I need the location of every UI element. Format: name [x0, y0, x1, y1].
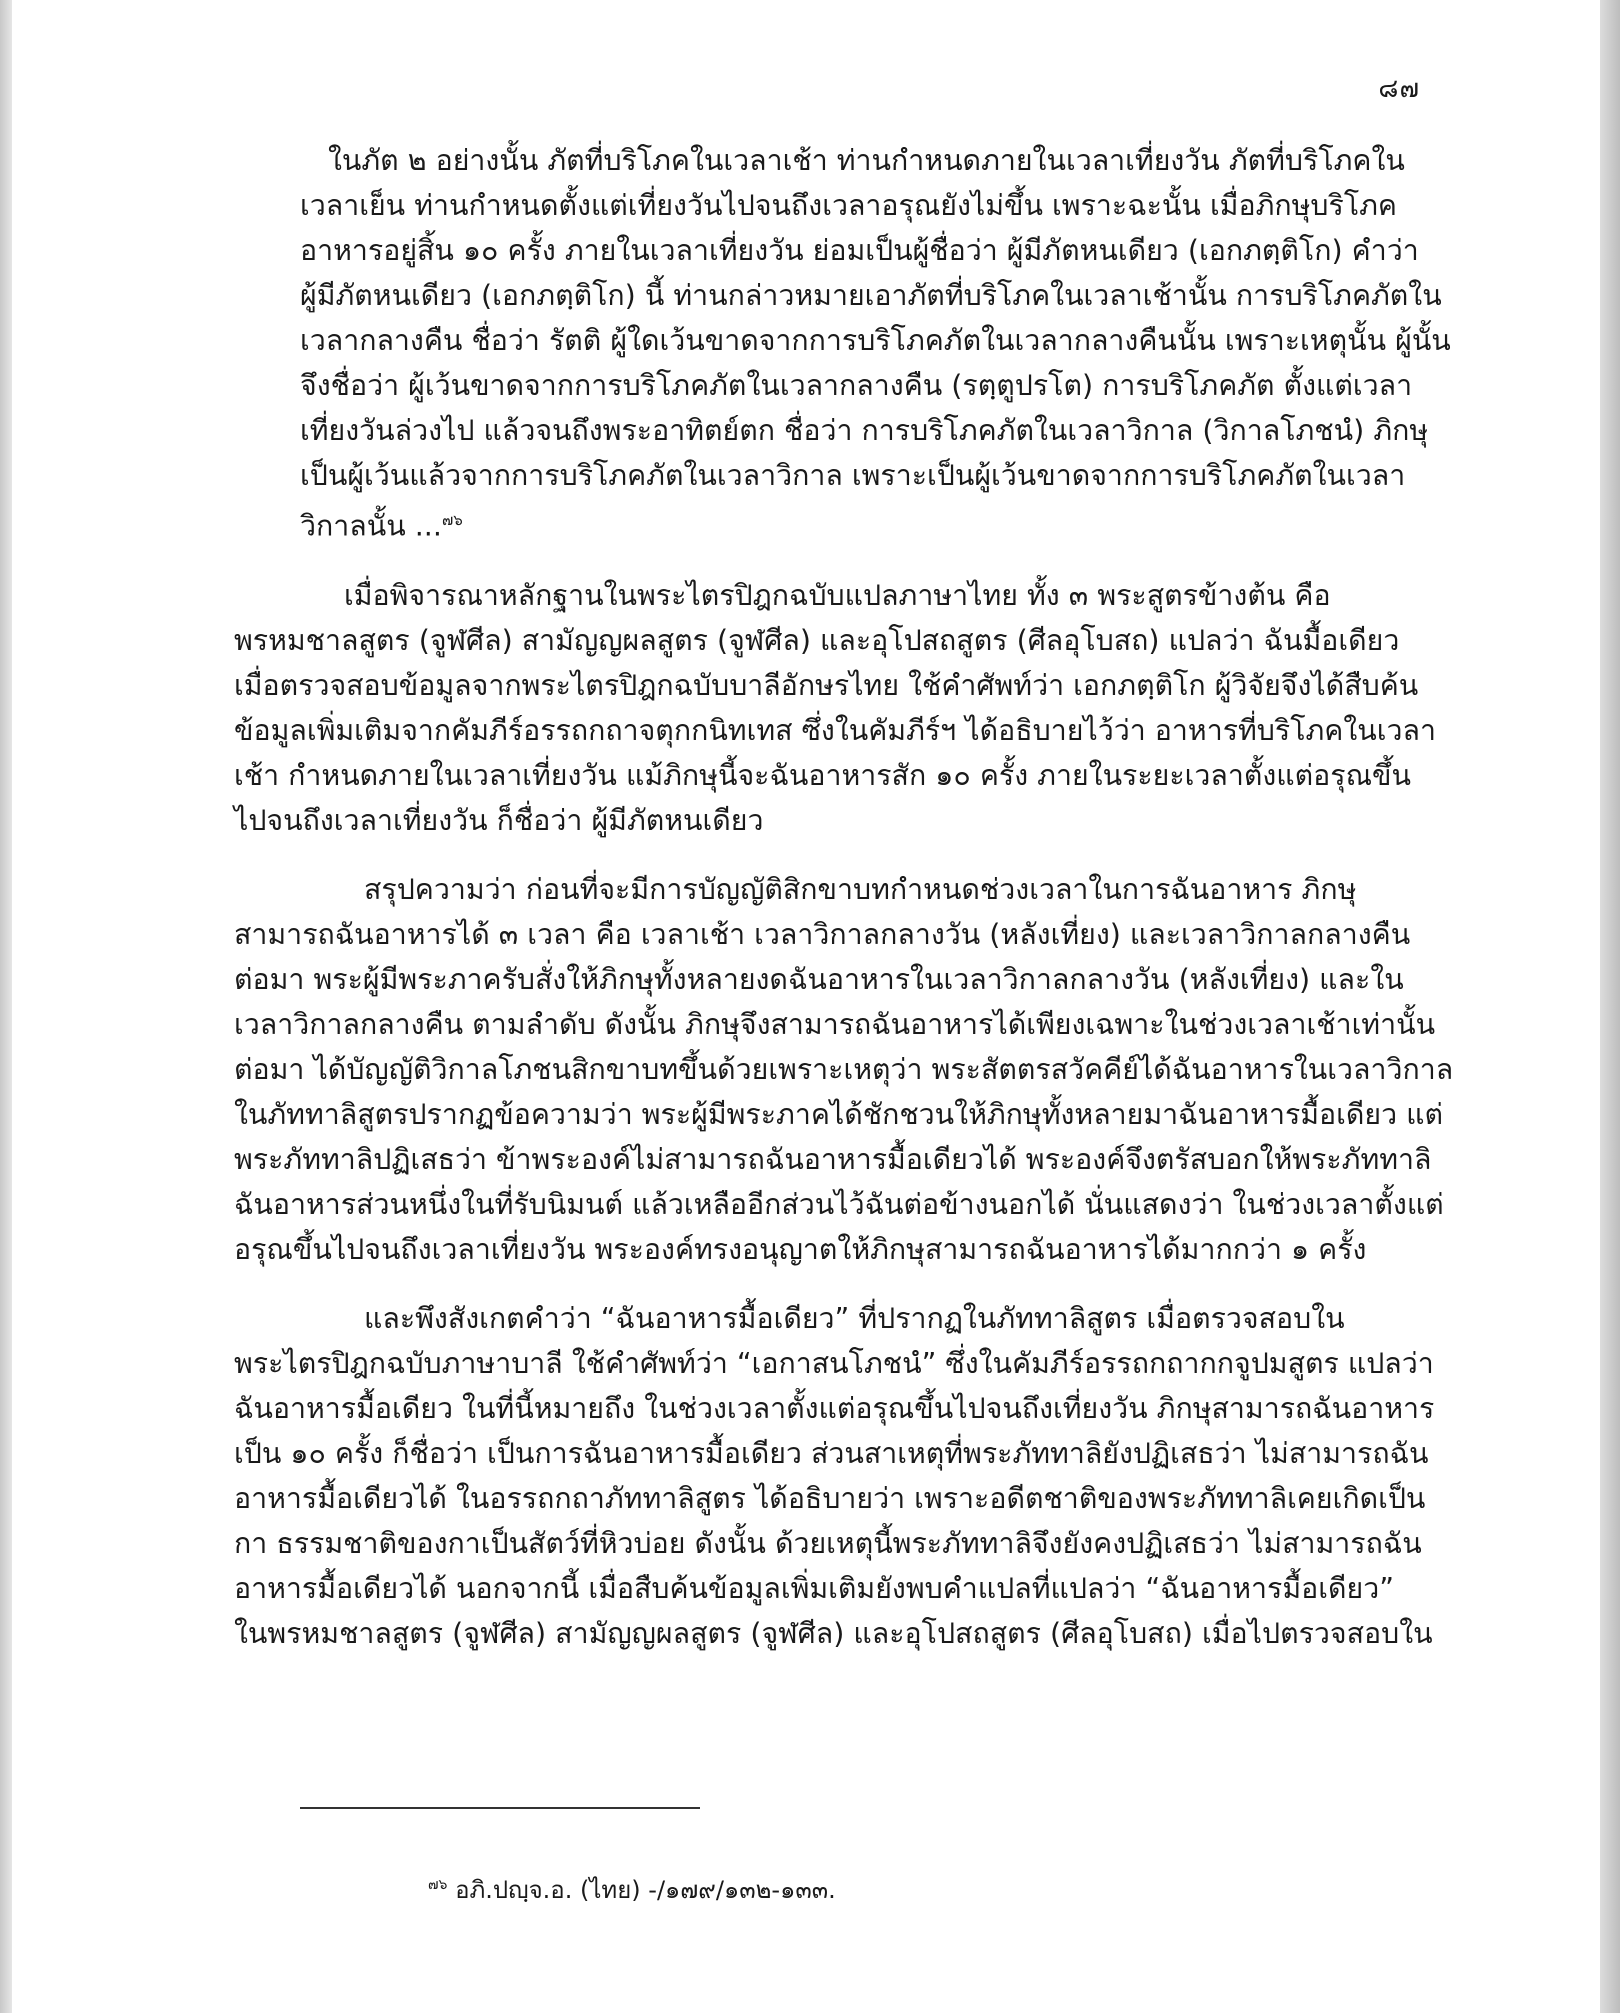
paragraph-2-line: ไปจนถึงเวลาเที่ยงวัน ก็ชื่อว่า ผู้มีภัตหนเดียว	[234, 803, 764, 837]
page-shadow-right	[1600, 0, 1620, 2013]
paragraph-3-line: ในภัททาลิสูตรปรากฏข้อความว่า พระผู้มีพระภาคได้ชักชวนให้ภิกษุทั้งหลายมาฉันอาหารมื้อเดียว แต่	[234, 1097, 1444, 1131]
paragraph-3	[234, 867, 1454, 1272]
paragraph-1-line: เวลาเย็น ท่านกำหนดตั้งแต่เที่ยงวันไปจนถึงเวลาอรุณยังไม่ขึ้น เพราะฉะนั้น เมื่อภิกษุบริโภค	[300, 189, 1397, 222]
paragraph-4	[234, 1296, 1435, 1656]
paragraph-3-line: เวลาวิกาลกลางคืน ตามลำดับ ดังนั้น ภิกษุจึงสามารถฉันอาหารได้เพียงเฉพาะในช่วงเวลาเช้าเท่านั้น	[234, 1007, 1436, 1041]
paragraph-4-line: ในพรหมชาลสูตร (จูฬศีล) สามัญญผลสูตร (จูฬศีล) และอุโปสถสูตร (ศีลอุโบสถ) เมื่อไปตรวจสอบใน	[234, 1616, 1433, 1650]
paragraph-4-line: เป็น ๑๐ ครั้ง ก็ชื่อว่า เป็นการฉันอาหารมื้อเดียว ส่วนสาเหตุที่พระภัททาลิยังปฏิเสธว่า ไม่สามารถฉัน	[234, 1436, 1429, 1470]
footnote-text: อภิ.ปญฺจ.อ. (ไทย) -/๑๗๙/๑๓๒-๑๓๓.	[455, 1876, 836, 1904]
paragraph-3-line: สรุปความว่า ก่อนที่จะมีการบัญญัติสิกขาบทกำหนดช่วงเวลาในการฉันอาหาร ภิกษุ	[364, 872, 1357, 906]
paragraph-4-line: อาหารมื้อเดียวได้ ในอรรถกถาภัททาลิสูตร ได้อธิบายว่า เพราะอดีตชาติของพระภัททาลิเคยเกิดเป็น	[234, 1481, 1426, 1515]
paragraph-2-line: เมื่อตรวจสอบข้อมูลจากพระไตรปิฎกฉบับบาลีอักษรไทย ใช้คำศัพท์ว่า เอกภตฺติโก ผู้วิจัยจึงได้สืบค้น	[234, 668, 1419, 702]
paragraph-3-line: พระภัททาลิปฏิเสธว่า ข้าพระองค์ไม่สามารถฉันอาหารมื้อเดียวได้ พระองค์จึงตรัสบอกให้พระภัททาลิ	[234, 1142, 1432, 1176]
paragraph-1-line: ผู้มีภัตหนเดียว (เอกภตฺติโก) นี้ ท่านกล่าวหมายเอาภัตที่บริโภคในเวลาเช้านั้น การบริโภคภัตใน	[300, 279, 1442, 312]
paragraph-1-line: เวลากลางคืน ชื่อว่า รัตติ ผู้ใดเว้นขาดจากการบริโภคภัตในเวลากลางคืนนั้น เพราะเหตุนั้น ผู้นั้น	[300, 324, 1451, 357]
footnote-separator	[300, 1807, 700, 1809]
paragraph-3-line: สามารถฉันอาหารได้ ๓ เวลา คือ เวลาเช้า เวลาวิกาลกลางวัน (หลังเที่ยง) และเวลาวิกาลกลางคืน	[234, 917, 1411, 951]
page-shadow-left	[0, 0, 12, 2013]
paragraph-3-line: อรุณขึ้นไปจนถึงเวลาเที่ยงวัน พระองค์ทรงอนุญาตให้ภิกษุสามารถฉันอาหารได้มากกว่า ๑ ครั้ง	[234, 1232, 1367, 1266]
paragraph-1-line: จึงชื่อว่า ผู้เว้นขาดจากการบริโภคภัตในเวลากลางคืน (รตฺตูปรโต) การบริโภคภัต ตั้งแต่เวลา	[300, 369, 1413, 402]
footnote-reference: ๗๖	[441, 511, 463, 529]
paragraph-4-line: อาหารมื้อเดียวได้ นอกจากนี้ เมื่อสืบค้นข้อมูลเพิ่มเติมยังพบคำแปลที่แปลว่า “ฉันอาหารมื้อเดียว”	[234, 1571, 1394, 1605]
paragraph-2-line: พรหมชาลสูตร (จูฬศีล) สามัญญผลสูตร (จูฬศีล) และอุโปสถสูตร (ศีลอุโบสถ) แปลว่า ฉันมื้อเดียว	[234, 623, 1400, 657]
paragraph-1-line: วิกาลนั้น ...$^{๗๖}$	[300, 509, 463, 543]
paragraph-4-line: กา ธรรมชาติของกาเป็นสัตว์ที่หิวบ่อย ดังนั้น ด้วยเหตุนี้พระภัททาลิจึงยังคงปฏิเสธว่า ไม่สามารถฉัน	[234, 1526, 1422, 1560]
paragraph-3-line: ต่อมา ได้บัญญัติวิกาลโภชนสิกขาบทขึ้นด้วยเพราะเหตุว่า พระสัตตรสวัคคีย์ได้ฉันอาหารในเวลาวิกาล	[234, 1052, 1454, 1086]
paragraph-4-line: พระไตรปิฎกฉบับภาษาบาลี ใช้คำศัพท์ว่า “เอกาสนโภชนํ” ซึ่งในคัมภีร์อรรถกถากกจูปมสูตร แปลว่า	[234, 1346, 1434, 1380]
paragraph-1	[300, 138, 1451, 549]
paragraph-1-line: ในภัต ๒ อย่างนั้น ภัตที่บริโภคในเวลาเช้า ท่านกำหนดภายในเวลาเที่ยงวัน ภัตที่บริโภคใน	[328, 144, 1405, 177]
document-page	[12, 0, 1600, 2013]
paragraph-4-line: ฉันอาหารมื้อเดียว ในที่นี้หมายถึง ในช่วงเวลาตั้งแต่อรุณขึ้นไปจนถึงเที่ยงวัน ภิกษุสามารถฉันอาหาร	[234, 1391, 1435, 1425]
paragraph-2-line: เช้า กำหนดภายในเวลาเที่ยงวัน แม้ภิกษุนี้จะฉันอาหารสัก ๑๐ ครั้ง ภายในระยะเวลาตั้งแต่อรุณขึ้น	[234, 758, 1412, 792]
footnote-number: ๗๖	[428, 1877, 448, 1893]
paragraph-1-line: เที่ยงวันล่วงไป แล้วจนถึงพระอาทิตย์ตก ชื่อว่า การบริโภคภัตในเวลาวิกาล (วิกาลโภชนํ) ภิกษุ	[300, 414, 1429, 447]
footnote	[428, 1868, 836, 1907]
paragraph-3-line: ฉันอาหารส่วนหนึ่งในที่รับนิมนต์ แล้วเหลืออีกส่วนไว้ฉันต่อข้างนอกได้ นั่นแสดงว่า ในช่วงเวลาตั้งแต่	[234, 1187, 1444, 1221]
paragraph-4-line: และพึงสังเกตคำว่า “ฉันอาหารมื้อเดียว” ที่ปรากฏในภัททาลิสูตร เมื่อตรวจสอบใน	[364, 1301, 1345, 1335]
paragraph-1-line: อาหารอยู่สิ้น ๑๐ ครั้ง ภายในเวลาเที่ยงวัน ย่อมเป็นผู้ชื่อว่า ผู้มีภัตหนเดียว (เอกภตฺติโก) คำว่า	[300, 234, 1419, 267]
paragraph-2	[234, 573, 1436, 843]
paragraph-1-line: เป็นผู้เว้นแล้วจากการบริโภคภัตในเวลาวิกาล เพราะเป็นผู้เว้นขาดจากการบริโภคภัตในเวลา	[300, 459, 1406, 492]
paragraph-2-line: เมื่อพิจารณาหลักฐานในพระไตรปิฎกฉบับแปลภาษาไทย ทั้ง ๓ พระสูตรข้างต้น คือ	[344, 578, 1331, 612]
body-text	[234, 138, 1454, 1656]
page-number: ๘๗	[1378, 74, 1420, 104]
paragraph-2-line: ข้อมูลเพิ่มเติมจากคัมภีร์อรรถกถาจตุกกนิทเทส ซึ่งในคัมภีร์ฯ ได้อธิบายไว้ว่า อาหารที่บริโภคในเวลา	[234, 713, 1436, 747]
paragraph-3-line: ต่อมา พระผู้มีพระภาครับสั่งให้ภิกษุทั้งหลายงดฉันอาหารในเวลาวิกาลกลางวัน (หลังเที่ยง) และใน	[234, 962, 1404, 996]
